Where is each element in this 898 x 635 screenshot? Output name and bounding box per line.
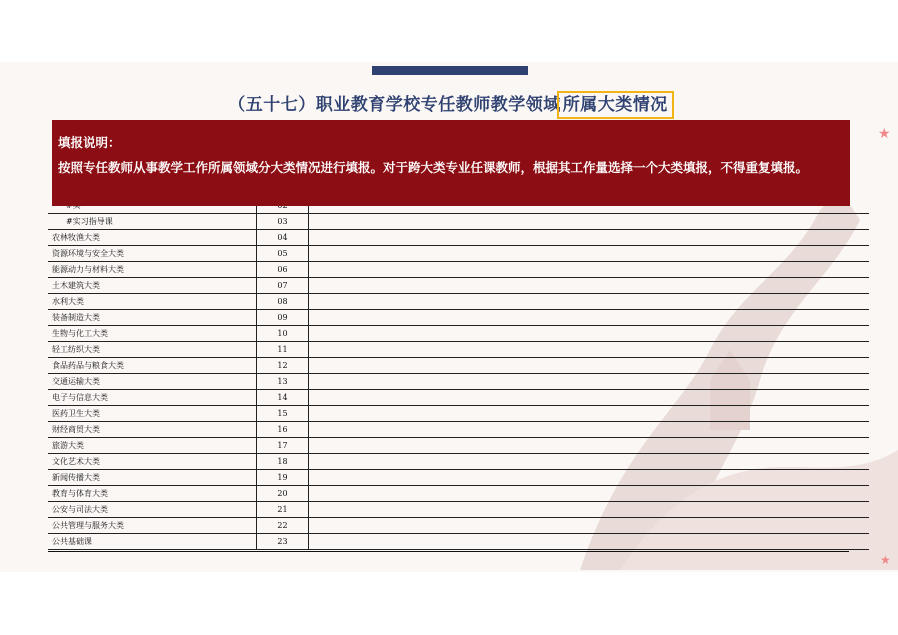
row-code-cell: 23 [257,534,309,550]
table-row [48,294,869,310]
category-name-cell: 食品药品与粮食大类 [48,358,257,374]
row-code-cell: 03 [257,214,309,230]
category-name-cell: 生物与化工大类 [48,326,257,342]
star-icon: ★ [880,553,891,567]
data-cell [309,374,870,390]
title-highlight: 所属大类情况 [562,95,668,115]
note-body: 按照专任教师从事教学工作所属领域分大类情况进行填报。对于跨大类专业任课教师，根据其工作量选择一个大类填报，不得重复填报。 [58,160,809,175]
data-cell [309,422,870,438]
category-name-cell: 交通运输大类 [48,374,257,390]
category-name-cell: 文化艺术大类 [48,454,257,470]
table-row [48,214,869,230]
table-row [48,342,869,358]
row-code-cell: 07 [257,278,309,294]
table-row [48,326,869,342]
table-row [48,278,869,294]
data-cell [309,326,870,342]
row-code-cell: 14 [257,390,309,406]
data-cell [309,294,870,310]
table-row [48,438,869,454]
row-code-cell: 06 [257,262,309,278]
data-cell [309,470,870,486]
table-row [48,502,869,518]
table-row [48,406,869,422]
category-name-cell: 公共管理与服务大类 [48,518,257,534]
category-name-cell: 轻工纺织大类 [48,342,257,358]
note-heading: 填报说明： [58,135,121,150]
title-accent-bar [372,66,528,75]
table-bottom-rule [48,551,849,552]
data-cell [309,342,870,358]
data-cell [309,214,870,230]
data-cell [309,534,870,550]
table-row [48,246,869,262]
row-code-cell: 05 [257,246,309,262]
table-row [48,422,869,438]
fill-instructions-banner [52,120,850,206]
row-code-cell: 09 [257,310,309,326]
data-cell [309,310,870,326]
category-name-cell: 水利大类 [48,294,257,310]
data-cell [309,358,870,374]
category-name-cell: 财经商贸大类 [48,422,257,438]
category-name-cell: #实习指导课 [48,214,257,230]
row-code-cell: 19 [257,470,309,486]
data-cell [309,390,870,406]
title-prefix: （五十七）职业教育学校专任教师教学领域 [228,95,561,115]
category-name-cell: 旅游大类 [48,438,257,454]
table-row [48,454,869,470]
table-row [48,486,869,502]
data-cell [309,454,870,470]
data-cell [309,502,870,518]
row-code-cell: 16 [257,422,309,438]
data-cell [309,518,870,534]
row-code-cell: 10 [257,326,309,342]
data-cell [309,486,870,502]
category-table [48,198,869,550]
category-name-cell: 能源动力与材料大类 [48,262,257,278]
row-code-cell: 15 [257,406,309,422]
star-icon: ★ [878,126,891,142]
category-name-cell: 公安与司法大类 [48,502,257,518]
data-cell [309,406,870,422]
table-row [48,262,869,278]
category-name-cell: 电子与信息大类 [48,390,257,406]
table-row [48,374,869,390]
category-name-cell: 医药卫生大类 [48,406,257,422]
row-code-cell: 11 [257,342,309,358]
data-cell [309,246,870,262]
category-name-cell: 资源环境与安全大类 [48,246,257,262]
category-name-cell: 土木建筑大类 [48,278,257,294]
table-row [48,470,869,486]
table-row [48,230,869,246]
row-code-cell: 08 [257,294,309,310]
data-cell [309,262,870,278]
table-row [48,518,869,534]
table-row [48,358,869,374]
table-row [48,390,869,406]
row-code-cell: 18 [257,454,309,470]
category-name-cell: 农林牧渔大类 [48,230,257,246]
category-name-cell: 教育与体育大类 [48,486,257,502]
category-name-cell: 新闻传播大类 [48,470,257,486]
page-title [0,90,898,115]
row-code-cell: 13 [257,374,309,390]
row-code-cell: 17 [257,438,309,454]
data-cell [309,278,870,294]
data-cell [309,230,870,246]
data-cell [309,438,870,454]
category-name-cell: 公共基础课 [48,534,257,550]
row-code-cell: 12 [257,358,309,374]
category-name-cell: 装备制造大类 [48,310,257,326]
table-row [48,310,869,326]
row-code-cell: 22 [257,518,309,534]
row-code-cell: 20 [257,486,309,502]
row-code-cell: 04 [257,230,309,246]
row-code-cell: 21 [257,502,309,518]
table-row [48,534,869,550]
